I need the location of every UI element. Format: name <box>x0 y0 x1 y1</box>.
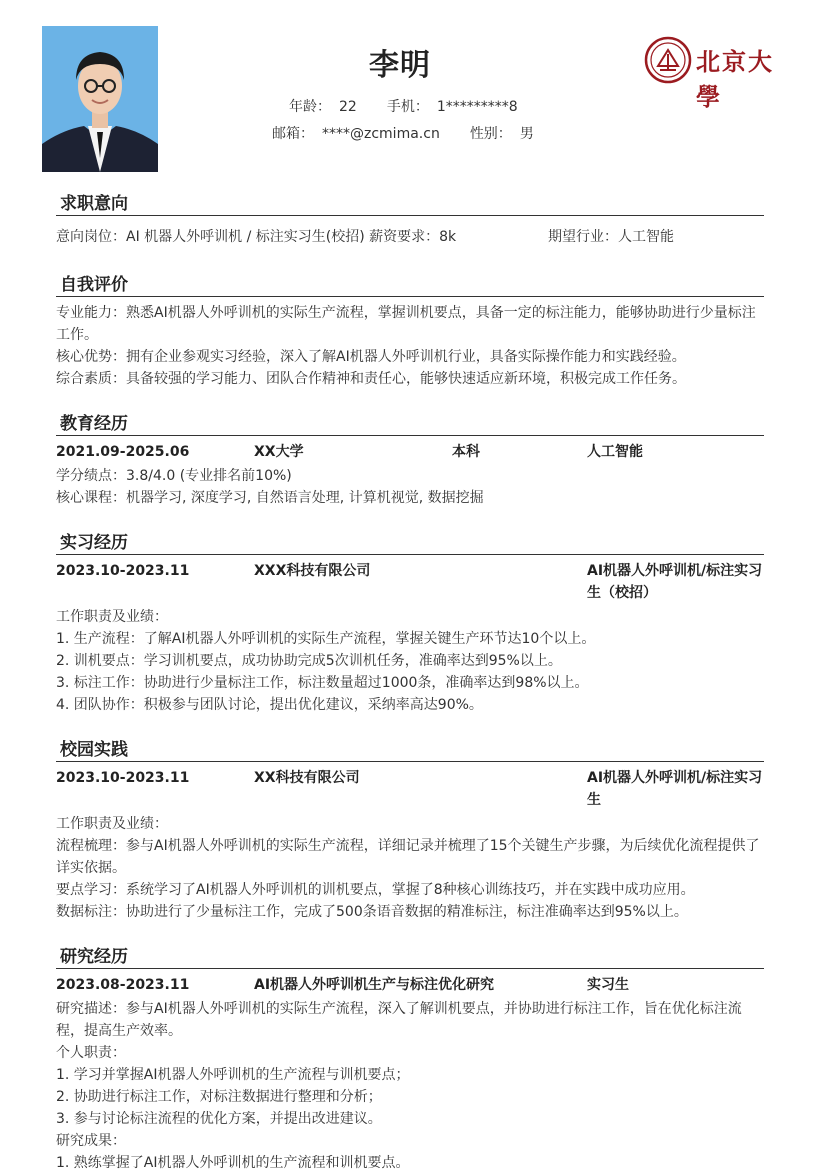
internship-details <box>56 606 764 716</box>
email-value: ****@zcmima.cn <box>322 126 440 142</box>
section-divider <box>56 554 764 555</box>
research-role: 实习生 <box>587 977 629 993</box>
section-divider <box>56 296 764 297</box>
internship-line: 2. 训机要点：学习训机要点，成功协助完成5次训机任务，准确率达到95%以上。 <box>56 653 562 669</box>
section-divider <box>56 215 764 216</box>
internship-row <box>56 560 764 604</box>
internship-line: 4. 团队协作：积极参与团队讨论，提出优化建议，采纳率高达90%。 <box>56 697 483 713</box>
internship-role: AI机器人外呼训机/标注实习生（校招） <box>587 563 763 601</box>
section-title-campus: 校园实践 <box>60 740 128 760</box>
phone-value: 1*********8 <box>436 99 518 115</box>
research-line: 个人职责： <box>56 1045 126 1061</box>
education-period: 2021.09-2025.06 <box>56 444 190 460</box>
section-title-education: 教育经历 <box>60 414 128 434</box>
section-divider <box>56 761 764 762</box>
self-eval-text <box>56 302 764 390</box>
section-divider <box>56 435 764 436</box>
research-details <box>56 998 764 1171</box>
internship-period: 2023.10-2023.11 <box>56 563 190 579</box>
self-eval-line: 综合素质：具备较强的学习能力、团队合作精神和责任心，能够快速适应新环境，积极完成工作任务。 <box>56 371 686 387</box>
campus-role: AI机器人外呼训机/标注实习生 <box>587 770 763 808</box>
research-line: 2. 协助进行标注工作，对标注数据进行整理和分析； <box>56 1089 382 1105</box>
research-line: 研究成果： <box>56 1133 126 1149</box>
campus-period: 2023.10-2023.11 <box>56 770 190 786</box>
campus-company: XX科技有限公司 <box>254 770 360 786</box>
age-label: 年龄： <box>289 99 331 115</box>
gender-value: 男 <box>519 126 534 142</box>
research-period: 2023.08-2023.11 <box>56 977 190 993</box>
internship-line: 工作职责及业绩： <box>56 609 168 625</box>
section-title-research: 研究经历 <box>60 947 128 967</box>
email-label: 邮箱： <box>272 126 314 142</box>
research-line: 研究描述：参与AI机器人外呼训机的实际生产流程，深入了解训机要点，并协助进行标注工作，旨在优化标注流程，提高生产效率。 <box>56 1001 742 1039</box>
research-line: 3. 参与讨论标注流程的优化方案，并提出改进建议。 <box>56 1111 382 1127</box>
campus-line: 工作职责及业绩： <box>56 816 168 832</box>
university-seal-icon <box>644 36 692 84</box>
self-eval-line: 专业能力：熟悉AI机器人外呼训机的实际生产流程，掌握训机要点，具备一定的标注能力，能够协助进行少量标注工作。 <box>56 305 756 343</box>
university-logo <box>644 36 794 111</box>
self-eval-line: 核心优势：拥有企业参观实习经验，深入了解AI机器人外呼训机行业，具备实际操作能力和实践经验。 <box>56 349 686 365</box>
section-title-internship: 实习经历 <box>60 533 128 553</box>
internship-line: 3. 标注工作：协助进行少量标注工作，标注数量超过1000条，准确率达到98%以上。 <box>56 675 589 691</box>
university-logo-text: 北京大學 <box>696 47 774 111</box>
section-title-self-eval: 自我评价 <box>60 275 128 295</box>
campus-details <box>56 813 764 923</box>
section-divider <box>56 968 764 969</box>
research-line: 1. 熟练掌握了AI机器人外呼训机的生产流程和训机要点。 <box>56 1155 410 1171</box>
campus-line: 流程梳理：参与AI机器人外呼训机的实际生产流程，详细记录并梳理了15个关键生产步骤，为后续优化流程提供了详实依据。 <box>56 838 760 876</box>
internship-company: XXX科技有限公司 <box>254 563 371 579</box>
info-line-1 <box>289 96 518 116</box>
campus-line: 数据标注：协助进行了少量标注工作，完成了500条语音数据的精准标注，标注准确率达到95%以上。 <box>56 904 688 920</box>
education-line: 核心课程：机器学习, 深度学习, 自然语言处理, 计算机视觉, 数据挖掘 <box>56 490 484 506</box>
internship-line: 1. 生产流程：了解AI机器人外呼训机的实际生产流程，掌握关键生产环节达10个以上。 <box>56 631 596 647</box>
candidate-name: 李明 <box>369 48 431 83</box>
campus-row <box>56 767 764 811</box>
education-line: 学分绩点：3.8/4.0 (专业排名前10%) <box>56 468 292 484</box>
education-details <box>56 465 764 509</box>
info-line-2 <box>272 123 534 143</box>
research-project: AI机器人外呼训机生产与标注优化研究 <box>254 977 495 993</box>
research-line: 1. 学习并掌握AI机器人外呼训机的生产流程与训机要点； <box>56 1067 410 1083</box>
age-value: 22 <box>339 99 357 115</box>
gender-label: 性别： <box>469 126 512 142</box>
education-major: 人工智能 <box>587 444 643 460</box>
phone-label: 手机： <box>386 99 429 115</box>
intent-industry: 期望行业：人工智能 <box>548 229 674 245</box>
campus-line: 要点学习：系统学习了AI机器人外呼训机的训机要点，掌握了8种核心训练技巧，并在实践中成功应用。 <box>56 882 695 898</box>
education-school: XX大学 <box>254 444 304 460</box>
section-title-intent: 求职意向 <box>60 194 128 214</box>
intent-position: 意向岗位：AI 机器人外呼训机 / 标注实习生(校招) 薪资要求：8k <box>56 229 457 245</box>
education-degree: 本科 <box>452 444 480 460</box>
